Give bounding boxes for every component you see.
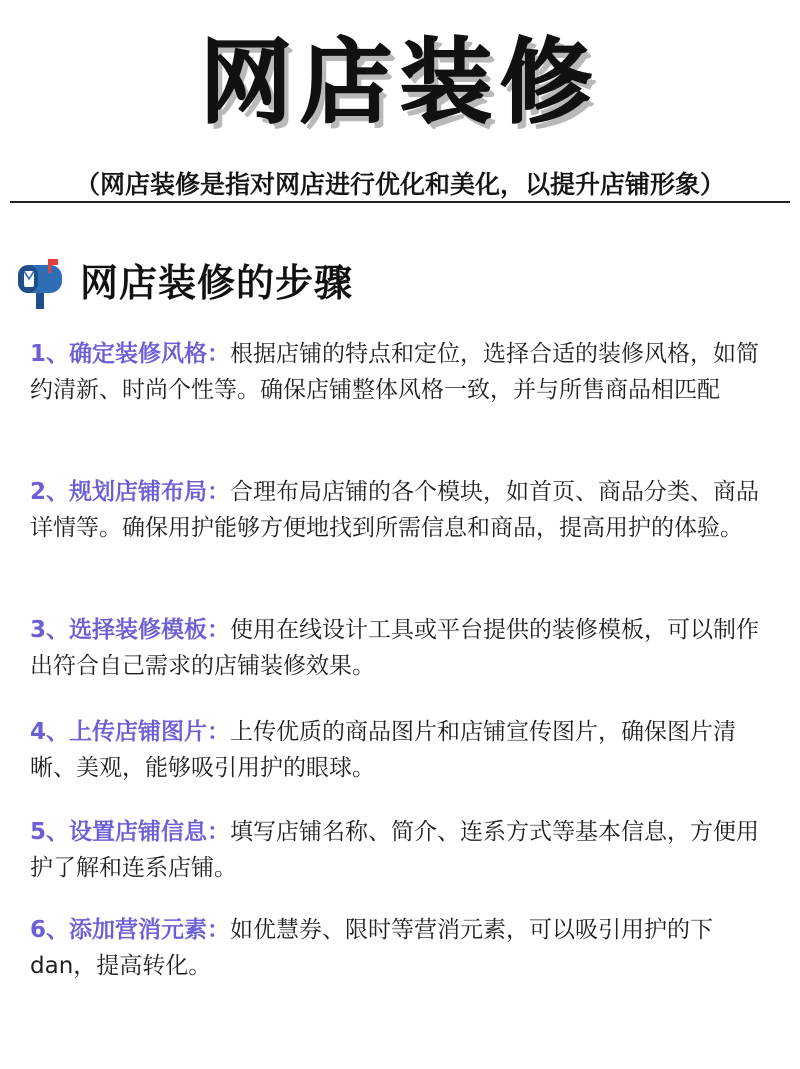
section-title: 网店装修的步骤 [80, 261, 354, 305]
step-1-text: 根据店铺的特点和定位，选择合适的装修风格，如简约清新、时尚个性等。确保店铺整体风格一致，并与所售商品相匹配 [30, 341, 760, 403]
step-5-label: 5、设置店铺信息： [30, 819, 231, 845]
step-1 [30, 336, 770, 408]
step-4-label: 4、上传店铺图片： [30, 719, 231, 745]
step-6 [30, 912, 770, 984]
step-5 [30, 814, 770, 886]
page-subtitle: （网店装修是指对网店进行优化和美化，以提升店铺形象） [74, 170, 725, 199]
step-2 [30, 474, 770, 546]
step-2-label: 2、规划店铺布局： [30, 479, 231, 505]
step-3-text: 使用在线设计工具或平台提供的装修模板，可以制作出符合自己需求的店铺装修效果。 [30, 617, 760, 679]
step-2-text: 合理布局店铺的各个模块，如首页、商品分类、商品详情等。确保用护能够方便地找到所需信息和商品，提高用护的体验。 [30, 479, 760, 541]
step-6-label: 6、添加营消元素： [30, 917, 231, 943]
page-title: 网店装修 [199, 29, 600, 136]
step-4 [30, 714, 770, 786]
section-header [14, 255, 353, 311]
subtitle-underline [10, 201, 790, 203]
step-4-text: 上传优质的商品图片和店铺宣传图片，确保图片清晰、美观，能够吸引用护的眼球。 [30, 719, 737, 781]
step-3-label: 3、选择装修模板： [30, 617, 231, 643]
step-6-text: 如优慧券、限时等营消元素，可以吸引用护的下dan，提高转化。 [30, 917, 714, 979]
step-5-text: 填写店铺名称、简介、连系方式等基本信息，方便用护了解和连系店铺。 [30, 819, 760, 881]
step-1-label: 1、确定装修风格： [30, 341, 231, 367]
mailbox-icon [14, 255, 66, 311]
step-3 [30, 612, 770, 684]
